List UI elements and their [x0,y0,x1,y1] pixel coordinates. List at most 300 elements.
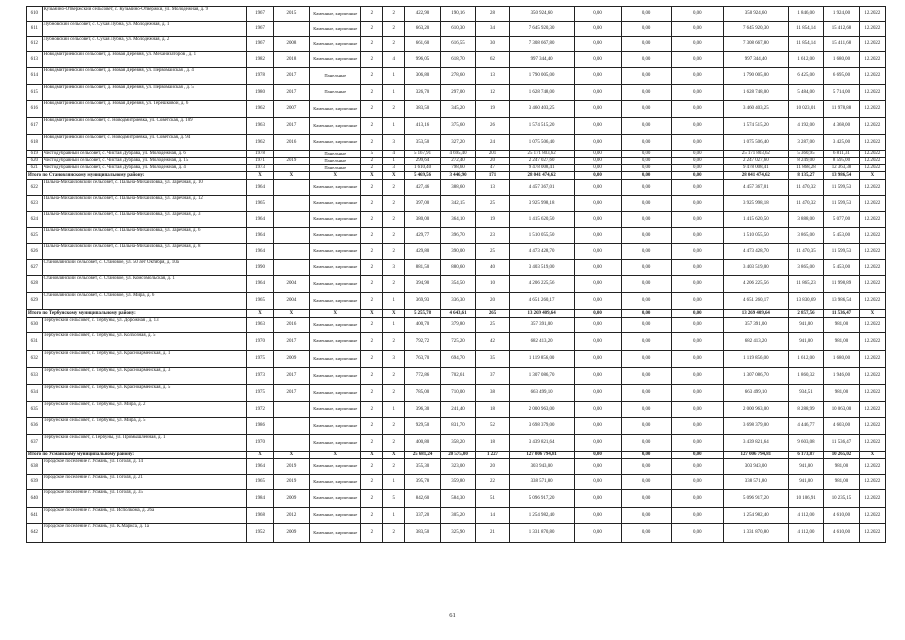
cell-a2: 190,16 [440,7,476,22]
cell-pm: 10 265,02 [824,452,860,459]
cell-ps: 941,00 [788,475,824,490]
cell-n: 619 [27,151,43,158]
cell-n: 623 [27,196,43,212]
cell-c2: 0,00 [621,228,671,244]
cell-addr: городское поселение г. Усмань, ул. К.Маркса, д. 1а [42,524,247,543]
cell-mat: Каменные, кирпичные [310,524,361,543]
table-row [27,385,886,402]
cell-res: 265 [476,310,509,318]
cell-n: 638 [27,459,43,475]
cell-mat: Каменные, кирпичные [310,276,361,293]
cell-y1: 1973 [247,165,273,172]
table-row [27,135,886,151]
cell-ps: 3 888,00 [788,212,824,228]
cell-y1: 1964 [247,228,273,244]
cell-y1: 1970 [247,333,273,351]
cell-pm: 5 714,00 [824,85,860,101]
cell-c3: 0,00 [671,52,723,68]
cell-fl: 5 [361,151,383,158]
cell-fl: 2 [361,260,383,276]
table-row [27,351,886,368]
cell-n: 631 [27,333,43,351]
cell-n: 629 [27,293,43,310]
cell-c4: 663 499,10 [723,385,788,402]
cell-cost: 997 344,40 [509,52,574,68]
cell-ps: 1 612,00 [788,52,824,68]
cell-y1: 1968 [247,508,273,524]
table-row [27,22,886,37]
table-row [27,293,886,310]
cell-ps: 8 249,00 [788,158,824,165]
cell-y1: X [247,310,273,318]
cell-addr: городское поселение г. Усмань, ул. Гоголя, д. 14 [42,459,247,475]
cell-ps: 11 854,14 [788,37,824,52]
cell-addr: Лубновский сельсовет, с. Сухая Лубна, ул. Молодежная, д. 2 [42,37,247,52]
cell-pm: 1 680,00 [824,52,860,68]
cell-mat: Каменные, кирпичные [310,368,361,385]
cell-c1: 0,00 [574,68,621,85]
table-row [27,101,886,118]
cell-y2 [273,180,310,196]
cell-c3: 0,00 [671,276,723,293]
cell-n: 620 [27,158,43,165]
cell-c3: 0,00 [671,508,723,524]
cell-a2: 327,20 [440,135,476,151]
cell-res: 14 [476,508,509,524]
cell-res: 40 [476,260,509,276]
cell-en: 1 [383,508,405,524]
cell-res: 26 [476,118,509,135]
cell-en: 1 [383,68,405,85]
cell-dt: 12.2022 [859,101,885,118]
cell-res: 62 [476,52,509,68]
cell-dt: 12.2022 [859,524,885,543]
cell-pm: 10 063,00 [824,402,860,418]
cell-c1: 0,00 [574,418,621,435]
cell-cost: 3 925 998,18 [509,196,574,212]
cell-n: 621 [27,165,43,172]
cell-c1: 0,00 [574,508,621,524]
table-row [27,212,886,228]
cell-y2: 2017 [273,333,310,351]
cell-dt: 12.2022 [859,368,885,385]
cell-ps: 13 830,69 [788,293,824,310]
cell-c1: 0,00 [574,7,621,22]
cell-c2: 0,00 [621,180,671,196]
cell-pm: 981,00 [824,475,860,490]
cell-c1: 0,00 [574,196,621,212]
cell-a2: 725,20 [440,333,476,351]
cell-mat: Панельные [310,85,361,101]
cell-a1: 427,46 [405,180,441,196]
cell-n: 642 [27,524,43,543]
cell-en: X [383,172,405,180]
cell-en: 1 [383,293,405,310]
cell-n: 637 [27,435,43,452]
table-row [27,475,886,490]
cell-c1: 0,00 [574,310,621,318]
cell-ps: 1 860,32 [788,368,824,385]
cell-a1: 422,90 [405,7,441,22]
cell-mat: Каменные, кирпичные [310,22,361,37]
cell-dt: 12.2022 [859,333,885,351]
cell-a2: 610,30 [440,22,476,37]
cell-addr: Пальна-Михайловский сельсовет, с. Пальна-Михайловка, ул. Заречная, д. 12 [42,196,247,212]
cell-dt: 12.2022 [859,180,885,196]
cell-mat: X [310,452,361,459]
cell-a1: 400,70 [405,318,441,333]
table-row [27,68,886,85]
cell-mat: Каменные, кирпичные [310,7,361,22]
cell-c2: 0,00 [621,318,671,333]
cell-en: 2 [383,22,405,37]
cell-c4: 2 000 963,00 [723,402,788,418]
cell-y2: 2018 [273,52,310,68]
cell-c2: 0,00 [621,172,671,180]
cell-cost: 4 457 367,01 [509,180,574,196]
cell-c2: 0,00 [621,85,671,101]
cell-res: 37 [476,368,509,385]
cell-c2: 0,00 [621,385,671,402]
table-row [27,196,886,212]
cell-c1: 0,00 [574,151,621,158]
cell-addr: Пальна-Михайловский сельсовет, с. Пальна-Михайловка, ул. Заречная, д. 6 [42,228,247,244]
cell-ps: 10 106,91 [788,490,824,508]
cell-a1: 5 255,78 [405,310,441,318]
cell-y1: 1967 [247,22,273,37]
cell-fl: 2 [361,475,383,490]
cell-cost: 3 403 519,00 [509,260,574,276]
cell-a2: 390,00 [440,244,476,260]
cell-cost: 4 206 225,56 [509,276,574,293]
cell-en: 3 [383,165,405,172]
cell-y2: 2019 [273,158,310,165]
cell-a2: 798,60 [440,165,476,172]
cell-mat: Панельные [310,165,361,172]
cell-pm: 10 235,15 [824,490,860,508]
cell-c4: 25 171 803,62 [723,151,788,158]
cell-addr: Тербунский сельсовет, с.Тербуны, ул. Промышленная, д. 1 [42,435,247,452]
cell-c3: 0,00 [671,524,723,543]
cell-y1: 1986 [247,418,273,435]
cell-y1: 1978 [247,68,273,85]
cell-c2: 0,00 [621,196,671,212]
cell-c1: 0,00 [574,135,621,151]
cell-en: X [383,310,405,318]
cell-fl: 2 [361,244,383,260]
cell-dt: 12.2022 [859,260,885,276]
cell-n: 627 [27,260,43,276]
cell-cost: 1 574 515,20 [509,118,574,135]
cell-fl: 2 [361,435,383,452]
cell-c3: 0,00 [671,459,723,475]
cell-en: 1 [383,158,405,165]
cell-c2: 0,00 [621,459,671,475]
cell-n: 615 [27,85,43,101]
cell-cost: 357 391,00 [509,318,574,333]
cell-a1: 326,70 [405,85,441,101]
cell-y2 [273,212,310,228]
cell-dt: 12.2022 [859,151,885,158]
cell-cost: 4 473 428,70 [509,244,574,260]
cell-cost: 1 628 748,00 [509,85,574,101]
cell-en: 3 [383,135,405,151]
cell-y2 [273,228,310,244]
cell-pm: 15 411,68 [824,37,860,52]
cell-c4: 303 943,00 [723,459,788,475]
cell-dt: 12.2022 [859,435,885,452]
cell-pm: 3 425,00 [824,135,860,151]
cell-res: 19 [476,101,509,118]
cell-en: 4 [383,151,405,158]
cell-fl: 2 [361,459,383,475]
cell-mat: Каменные, кирпичные [310,402,361,418]
cell-fl: 2 [361,85,383,101]
cell-y1: 1978 [247,151,273,158]
cell-c4: 1 307 086,70 [723,368,788,385]
cell-res: 38 [476,385,509,402]
cell-c3: 0,00 [671,22,723,37]
cell-res: 21 [476,524,509,543]
cell-res: 13 [476,180,509,196]
cell-a1: 353,50 [405,135,441,151]
cell-c2: 0,00 [621,368,671,385]
cell-en: 5 [383,490,405,508]
table-row [27,7,886,22]
cell-res: 42 [476,333,509,351]
cell-c2: 0,00 [621,37,671,52]
cell-c3: 0,00 [671,293,723,310]
cell-dt: 12.2022 [859,475,885,490]
cell-addr: городское поселение г. Усмань, ул. Гоголя, д. 35 [42,490,247,508]
cell-c2: 0,00 [621,333,671,351]
cell-ps: 4 112,00 [788,524,824,543]
cell-en: X [383,452,405,459]
cell-pm: 4 610,00 [824,508,860,524]
cell-n: 612 [27,37,43,52]
cell-c2: 0,00 [621,135,671,151]
cell-c4: 1 254 982,40 [723,508,788,524]
cell-y1: 1962 [247,135,273,151]
cell-res: 171 [476,172,509,180]
cell-c3: 0,00 [671,475,723,490]
cell-a2: 241,40 [440,402,476,418]
cell-c1: 0,00 [574,435,621,452]
cell-c2: 0,00 [621,402,671,418]
cell-y2: 2004 [273,276,310,293]
cell-addr: Чистодубравный сельсовет, с. Чистая Дубрава, ул. Молодежная, д. 4 [42,165,247,172]
cell-a1: 400,80 [405,435,441,452]
cell-c2: 0,00 [621,244,671,260]
cell-y1: 1975 [247,385,273,402]
cell-dt: 12.2022 [859,37,885,52]
cell-a2: 396,70 [440,228,476,244]
cell-a2: 359,80 [440,475,476,490]
cell-a1: 763,70 [405,351,441,368]
cell-a1: 413,16 [405,118,441,135]
cell-c4: 28 041 474,62 [723,172,788,180]
cell-ps: 5 484,00 [788,85,824,101]
cell-en: 1 [383,118,405,135]
cell-ps: 10 023,01 [788,101,824,118]
cell-pm: 15 412,68 [824,22,860,37]
cell-c2: 0,00 [621,351,671,368]
cell-c1: 0,00 [574,260,621,276]
cell-y2 [273,165,310,172]
cell-c4: 4 651 260,17 [723,293,788,310]
cell-c2: 0,00 [621,212,671,228]
cell-c3: 0,00 [671,85,723,101]
cell-cost: 350 924,60 [509,7,574,22]
cell-addr: Тербунский сельсовет, с. Тербуны, ул. Дорожная , д. 13 [42,318,247,333]
cell-c4: 7 645 920,30 [723,22,788,37]
cell-cost: 9 478 008,41 [509,165,574,172]
cell-dt: 12.2022 [859,351,885,368]
cell-ps: 1 612,00 [788,351,824,368]
cell-pm: 11 536,47 [824,435,860,452]
cell-en: 2 [383,7,405,22]
cell-c3: 0,00 [671,490,723,508]
cell-c1: 0,00 [574,318,621,333]
cell-a1: 663,20 [405,22,441,37]
cell-y2: 2017 [273,368,310,385]
cell-addr: Новодмитриевский сельсовет, д. Новая Деревня, ул. Первомайская , д. 5 [42,85,247,101]
cell-n: 610 [27,7,43,22]
cell-cost: 2 247 027,60 [509,158,574,165]
cell-fl: 2 [361,490,383,508]
cell-pm: 1 946,00 [824,368,860,385]
cell-c3: 0,00 [671,310,723,318]
cell-c1: 0,00 [574,475,621,490]
cell-c3: 0,00 [671,435,723,452]
cell-a1: 369,93 [405,293,441,310]
cell-c1: 0,00 [574,22,621,37]
cell-mat: Каменные, кирпичные [310,435,361,452]
cell-a2: 379,80 [440,318,476,333]
cell-y1: 1963 [247,318,273,333]
cell-c2: 0,00 [621,68,671,85]
cell-fl: 2 [361,135,383,151]
cell-ps: 3 865,00 [788,260,824,276]
cell-dt: X [859,452,885,459]
cell-addr: Тербунский сельсовет, с. Тербуны, ул. Красноармейская, д. 1 [42,351,247,368]
cell-ps: 11 470,32 [788,196,824,212]
cell-y1: 1970 [247,435,273,452]
cell-c4: 9 478 008,41 [723,165,788,172]
cell-c4: 1 628 748,00 [723,85,788,101]
cell-ps: 8 288,99 [788,402,824,418]
cell-c1: 0,00 [574,524,621,543]
cell-c4: 1 790 005,00 [723,68,788,85]
cell-dt: 12.2022 [859,212,885,228]
cell-mat: Панельные [310,68,361,85]
cell-addr: Новодмитриевский сельсовет, д. Новая Деревня, ул. Терешковой, д. 6 [42,101,247,118]
cell-y1: 1965 [247,196,273,212]
cell-fl: 2 [361,276,383,293]
cell-dt: 12.2022 [859,68,885,85]
cell-pm: 4 603,00 [824,418,860,435]
cell-a2: 694,70 [440,351,476,368]
cell-y1: 1967 [247,7,273,22]
cell-cost: 13 269 409,64 [509,310,574,318]
cell-c4: 127 006 794,81 [723,452,788,459]
cell-en: 2 [383,385,405,402]
cell-c3: 0,00 [671,452,723,459]
cell-cost: 682 413,20 [509,333,574,351]
cell-en: 4 [383,52,405,68]
cell-n: 634 [27,385,43,402]
cell-cost: 4 651 260,17 [509,293,574,310]
cell-y1: 1984 [247,490,273,508]
cell-c2: 0,00 [621,260,671,276]
subtotal-label: Итого по Становлянскому муниципальному району: [27,172,247,180]
cell-mat: Каменные, кирпичные [310,293,361,310]
cell-res: 25 [476,318,509,333]
cell-a2: 880,60 [440,260,476,276]
cell-ps: 11 868,28 [788,165,824,172]
cell-c3: 0,00 [671,180,723,196]
cell-res: 10 [476,276,509,293]
cell-dt: 12.2022 [859,402,885,418]
cell-res: 28 [476,7,509,22]
cell-c1: 0,00 [574,165,621,172]
cell-n: 633 [27,368,43,385]
table-row [27,276,886,293]
cell-c1: 0,00 [574,385,621,402]
cell-dt: 12.2022 [859,135,885,151]
cell-c3: 0,00 [671,37,723,52]
cell-n: 641 [27,508,43,524]
cell-n: 614 [27,68,43,85]
cell-mat: Панельные [310,158,361,165]
cell-addr: Пальна-Михайловский сельсовет, с. Пальна-Михайловка, ул. Заречная, д. 10 [42,180,247,196]
cell-ps: 934,51 [788,385,824,402]
cell-fl: X [361,172,383,180]
cell-c2: 0,00 [621,508,671,524]
cell-res: 12 [476,85,509,101]
cell-en: 2 [383,524,405,543]
cell-c4: 682 413,20 [723,333,788,351]
cell-a1: 785,00 [405,385,441,402]
cell-n: 640 [27,490,43,508]
cell-ps: 8 135,27 [788,172,824,180]
cell-y2: 2012 [273,508,310,524]
table-row [27,37,886,52]
cell-n: 626 [27,244,43,260]
cell-y1: 1967 [247,37,273,52]
cell-c1: 0,00 [574,118,621,135]
cell-y2 [273,435,310,452]
cell-a1: 429,77 [405,228,441,244]
cell-a2: 616,55 [440,37,476,52]
subtotal-row [27,172,886,180]
cell-pm: 4 610,00 [824,524,860,543]
cell-a1: 306,80 [405,68,441,85]
cell-mat: Каменные, кирпичные [310,180,361,196]
cell-c1: 0,00 [574,101,621,118]
cell-fl: 2 [361,212,383,228]
cell-c2: 0,00 [621,101,671,118]
cell-a1: 5 167,91 [405,151,441,158]
cell-y1: 1964 [247,212,273,228]
cell-pm: 4 368,00 [824,118,860,135]
cell-res: 47 [476,165,509,172]
cell-y1: 1964 [247,459,273,475]
cell-y2: 2007 [273,101,310,118]
cell-c3: 0,00 [671,244,723,260]
cell-n: 617 [27,118,43,135]
cell-ps: 11 865,23 [788,276,824,293]
